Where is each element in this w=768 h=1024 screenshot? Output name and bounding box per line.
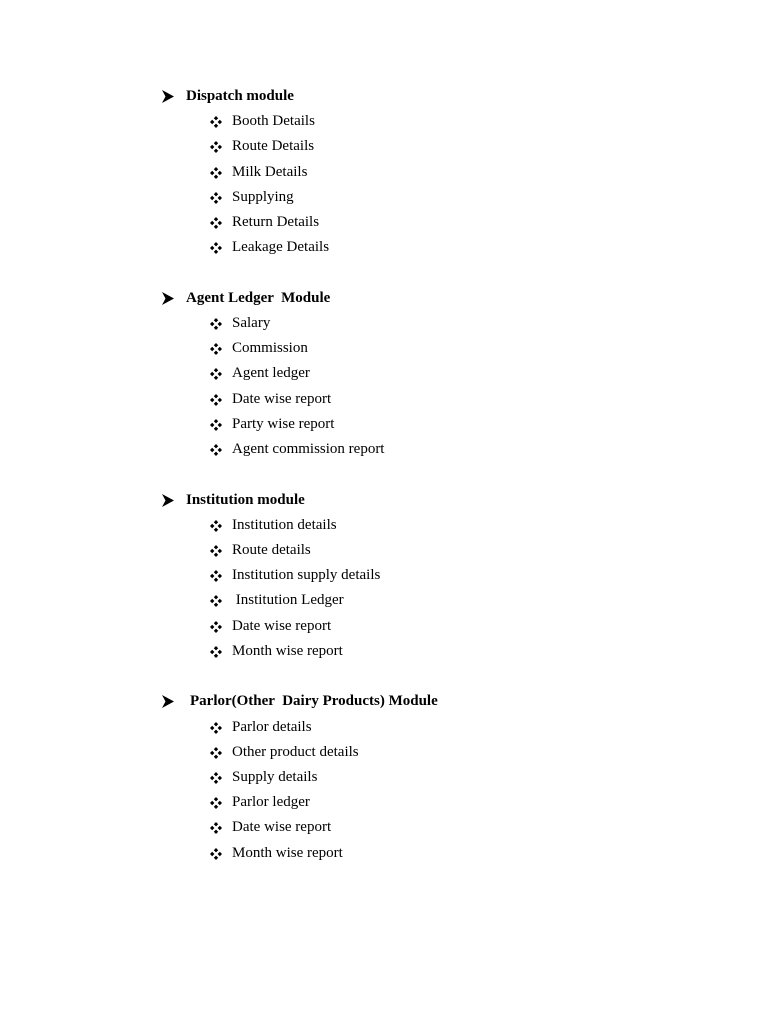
list-item [0,235,768,260]
list-item [0,790,768,815]
list-item-text: Milk Details [232,163,308,180]
four-diamond-bullet-icon [210,570,222,582]
list-item-text: Route Details [232,138,315,155]
list-item-text: Parlor details [232,718,312,735]
list-item [0,412,768,437]
list-item [0,815,768,840]
list-item [0,588,768,613]
list-item [0,185,768,210]
section-heading [0,286,768,311]
section-heading [0,488,768,513]
four-diamond-bullet-icon [210,141,222,153]
list-item-text: Agent commission report [232,440,385,457]
list-item [0,538,768,563]
list-item [0,336,768,361]
list-item [0,437,768,462]
four-diamond-bullet-icon [210,595,222,607]
four-diamond-bullet-icon [210,394,222,406]
list-item-text: Return Details [232,213,320,230]
section-dispatch-module [0,84,768,260]
section-heading-text: Institution module [186,491,305,508]
four-diamond-bullet-icon [210,242,222,254]
list-item [0,387,768,412]
list-item-text: Supplying [232,188,294,205]
list-item [0,160,768,185]
list-item-text: Date wise report [232,390,332,407]
list-item [0,311,768,336]
list-item-text: Institution Ledger [232,592,344,609]
four-diamond-bullet-icon [210,217,222,229]
list-item-text: Month wise report [232,844,343,861]
arrowhead-bullet-icon [162,695,174,708]
section-heading-text: Agent Ledger Module [186,289,331,306]
section-parlor-module [0,689,768,865]
arrowhead-bullet-icon [162,292,174,305]
section-heading [0,689,768,714]
list-item-text: Month wise report [232,642,343,659]
four-diamond-bullet-icon [210,797,222,809]
list-item-text: Salary [232,315,271,331]
four-diamond-bullet-icon [210,318,222,330]
item-list [0,715,768,866]
section-institution-module [0,488,768,664]
four-diamond-bullet-icon [210,646,222,658]
list-item-text: Party wise report [232,415,335,432]
four-diamond-bullet-icon [210,343,222,355]
list-item [0,109,768,134]
four-diamond-bullet-icon [210,848,222,860]
list-item-text: Booth Details [232,113,315,130]
list-item-text: Leakage Details [232,239,330,256]
list-item-text: Route details [232,542,311,558]
list-item [0,134,768,159]
four-diamond-bullet-icon [210,192,222,204]
section-agent-ledger-module [0,286,768,462]
list-item-text: Supply details [232,769,318,785]
four-diamond-bullet-icon [210,822,222,834]
list-item-text: Other product details [232,743,359,760]
arrowhead-bullet-icon [162,90,174,103]
item-list [0,513,768,664]
list-item [0,841,768,866]
list-item [0,765,768,790]
four-diamond-bullet-icon [210,368,222,380]
four-diamond-bullet-icon [210,545,222,557]
section-heading [0,84,768,109]
list-item-text: Date wise report [232,617,332,634]
list-item [0,715,768,740]
four-diamond-bullet-icon [210,419,222,431]
list-item-text: Institution supply details [232,567,381,584]
list-item [0,740,768,765]
four-diamond-bullet-icon [210,621,222,633]
list-item-text: Agent ledger [232,365,310,382]
four-diamond-bullet-icon [210,167,222,179]
arrowhead-bullet-icon [162,494,174,507]
list-item-text: Date wise report [232,819,332,836]
four-diamond-bullet-icon [210,747,222,759]
item-list [0,311,768,462]
list-item-text: Institution details [232,516,337,533]
list-item [0,639,768,664]
item-list [0,109,768,260]
four-diamond-bullet-icon [210,722,222,734]
four-diamond-bullet-icon [210,444,222,456]
section-heading-text: Parlor(Other Dairy Products) Module [190,693,438,710]
list-item-text: Parlor ledger [232,794,310,811]
four-diamond-bullet-icon [210,772,222,784]
list-item [0,210,768,235]
four-diamond-bullet-icon [210,116,222,128]
list-item [0,614,768,639]
list-item [0,563,768,588]
section-heading-text: Dispatch module [186,88,294,104]
list-item [0,513,768,538]
document-page [0,84,768,891]
list-item-text: Commission [232,340,308,357]
four-diamond-bullet-icon [210,520,222,532]
list-item [0,361,768,386]
